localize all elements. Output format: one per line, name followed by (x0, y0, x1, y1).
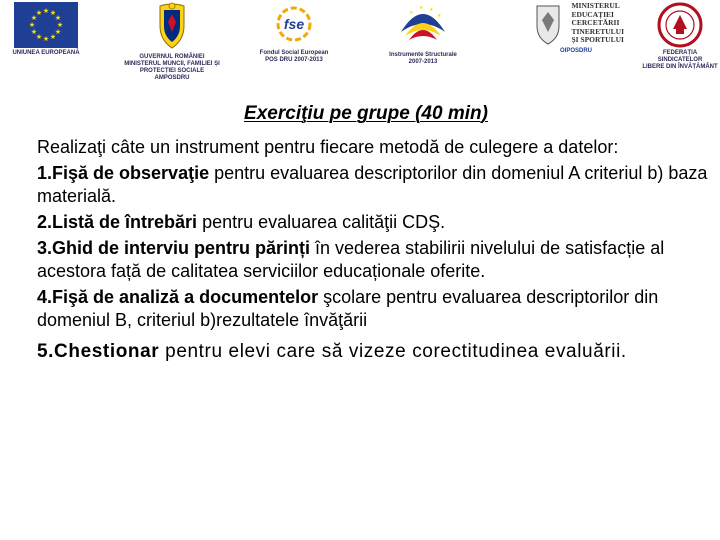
svg-text:★: ★ (30, 28, 38, 36)
logo-fse (252, 2, 336, 64)
logo-ministry-caption: OIPOSDRU (559, 48, 592, 54)
svg-text:★: ★ (30, 14, 38, 22)
svg-text:★: ★ (49, 9, 57, 17)
list-item (37, 286, 709, 332)
fse-logo-icon (269, 2, 319, 48)
logo-header (0, 0, 720, 92)
fse-logo-text: fse (283, 16, 305, 32)
ministry-education-crest-icon (533, 2, 563, 46)
ministry-name-text: MINISTERUL EDUCAȚIEI CERCETĂRII TINERETULUI ȘI SPORTULUI (571, 1, 624, 44)
logo-government (118, 2, 226, 82)
logo-eu (6, 2, 86, 57)
union-federation-seal-icon (657, 2, 703, 48)
logo-eu-caption: UNIUNEA EUROPEANĂ (12, 50, 80, 56)
item-title: 5.Chestionar (37, 341, 160, 362)
logo-government-caption: GUVERNUL ROMÂNIEI MINISTERUL MUNCII, FAMILIEI ȘI PROTECȚIEI SOCIALE AMPOSDRU (124, 54, 220, 81)
svg-text:★: ★ (437, 13, 442, 19)
item-description: şcolare pentru evaluarea descriptorilor din domeniul B, criteriul b)rezultatele învăţării (37, 287, 659, 330)
svg-text:★: ★ (42, 7, 50, 15)
logo-structural-instruments-caption: Instrumente Structurale 2007-2013 (389, 52, 457, 65)
logo-fse-caption: Fondul Social European POS DRU 2007-2013 (259, 50, 329, 63)
logo-union (640, 2, 720, 71)
item-description: pentru evaluarea descriptorilor din domeniul A criteriul b) baza materială. (37, 163, 708, 206)
structural-instruments-icon (395, 2, 451, 50)
exercise-content (37, 136, 709, 368)
item-description: în vederea stabilirii nivelului de satisfacție al acestora față de calitatea serviciilor educaționale oferite. (37, 238, 665, 281)
logo-structural-instruments (378, 2, 468, 66)
eu-flag-icon (14, 2, 78, 48)
svg-text:★: ★ (56, 21, 64, 29)
svg-text:★: ★ (429, 7, 434, 13)
romanian-coat-of-arms-icon (152, 2, 192, 52)
item-title: 1.Fişă de observaţie (37, 163, 210, 183)
logo-ministry (528, 2, 624, 55)
svg-text:★: ★ (49, 33, 57, 41)
item-title: 4.Fişă de analiză a documentelor (37, 287, 319, 307)
list-item (37, 211, 709, 234)
item-title: 3.Ghid de interviu pentru părinți (37, 238, 311, 258)
item-description: pentru evaluarea calităţii CDŞ. (197, 212, 446, 232)
item-description: pentru elevi care să vizeze corectitudinea evaluării. (159, 341, 627, 362)
svg-text:★: ★ (54, 14, 62, 22)
list-item (37, 339, 709, 365)
svg-text:★: ★ (419, 5, 424, 11)
svg-text:★: ★ (28, 21, 36, 29)
page-title: Exerciţiu pe grupe (40 min) (244, 103, 488, 124)
list-item (37, 162, 709, 208)
svg-text:★: ★ (35, 9, 43, 17)
intro-paragraph: Realizaţi câte un instrument pentru fiecare metodă de culegere a datelor: (37, 137, 619, 157)
svg-text:★: ★ (42, 35, 50, 43)
list-item (37, 237, 709, 283)
svg-text:★: ★ (54, 28, 62, 36)
svg-text:★: ★ (409, 10, 414, 16)
svg-text:★: ★ (35, 33, 43, 41)
logo-union-caption: FEDERAȚIA SINDICATELOR LIBERE DIN ÎNVĂȚĂMÂNT (642, 50, 718, 70)
item-title: 2.Listă de întrebări (37, 212, 198, 232)
